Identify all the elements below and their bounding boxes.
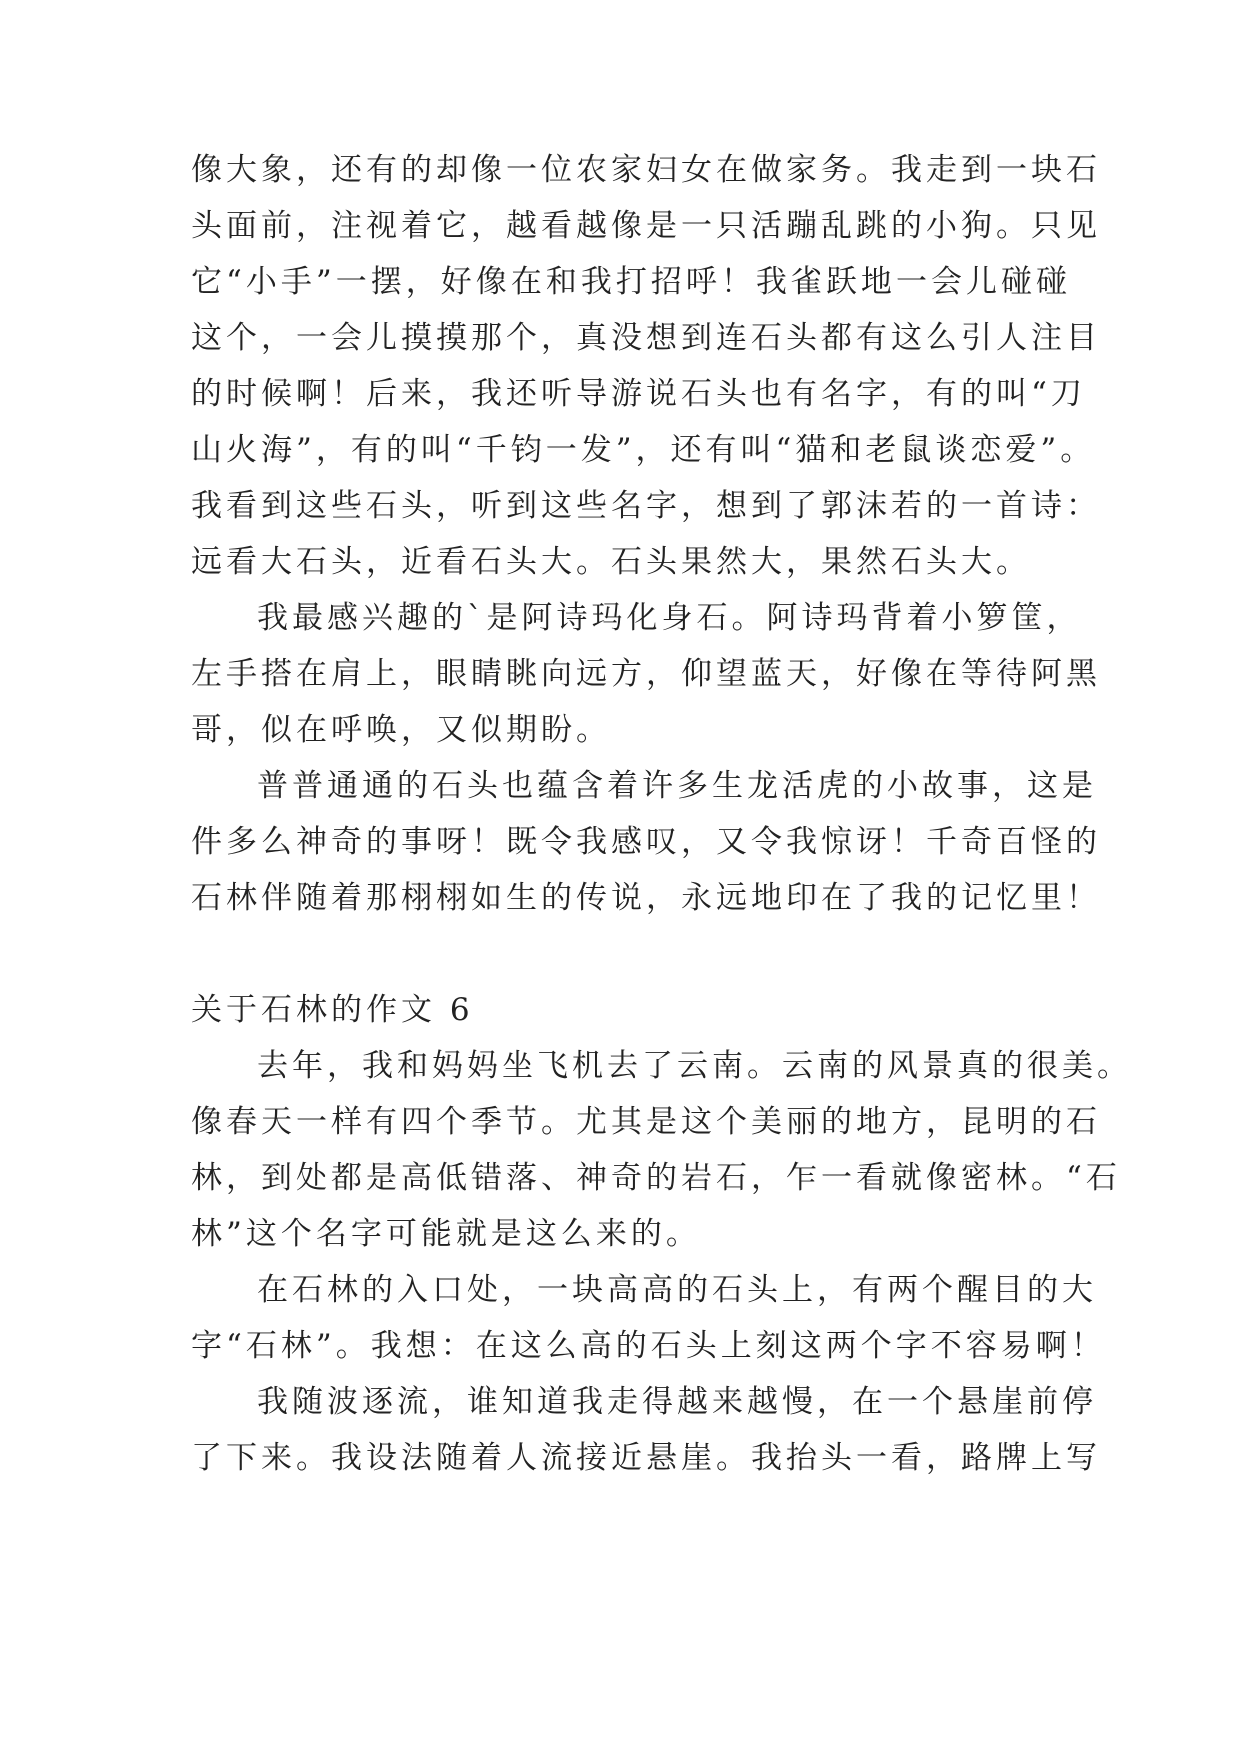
paragraph-line: 了下来。我设法随着人流接近悬崖。我抬头一看，路牌上写 — [191, 1440, 1101, 1476]
paragraph-line: 远看大石头，近看石头大。石头果然大，果然石头大。 — [191, 544, 1031, 580]
paragraph-line: 去年，我和妈妈坐飞机去了云南。云南的风景真的很美。 — [257, 1048, 1132, 1084]
paragraph-line: 我最感兴趣的`是阿诗玛化身石。阿诗玛背着小箩筐， — [257, 600, 1082, 636]
paragraph-line: 这个，一会儿摸摸那个，真没想到连石头都有这么引人注目 — [191, 320, 1101, 356]
paragraph-line: 普普通通的石头也蕴含着许多生龙活虎的小故事，这是 — [257, 768, 1097, 804]
paragraph-line: 林”这个名字可能就是这么来的。 — [191, 1216, 701, 1252]
paragraph-line: 左手搭在肩上，眼睛眺向远方，仰望蓝天，好像在等待阿黑 — [191, 656, 1101, 692]
paragraph-line: 山火海”，有的叫“千钧一发”，还有叫“猫和老鼠谈恋爱”。 — [191, 432, 1096, 468]
paragraph-line: 头面前，注视着它，越看越像是一只活蹦乱跳的小狗。只见 — [191, 208, 1101, 244]
section-heading: 关于石林的作文 6 — [191, 992, 474, 1028]
paragraph-line: 像春天一样有四个季节。尤其是这个美丽的地方，昆明的石 — [191, 1104, 1101, 1140]
paragraph-line: 的时候啊！后来，我还听导游说石头也有名字，有的叫“刀 — [191, 376, 1086, 412]
paragraph-line: 哥，似在呼唤，又似期盼。 — [191, 712, 611, 748]
paragraph-line: 件多么神奇的事呀！既令我感叹，又令我惊讶！千奇百怪的 — [191, 824, 1101, 860]
paragraph-line: 我看到这些石头，听到这些名字，想到了郭沫若的一首诗： — [191, 488, 1101, 524]
paragraph-line: 像大象，还有的却像一位农家妇女在做家务。我走到一块石 — [191, 152, 1101, 188]
paragraph-line: 石林伴随着那栩栩如生的传说，永远地印在了我的记忆里！ — [191, 880, 1101, 916]
paragraph-line: 在石林的入口处，一块高高的石头上，有两个醒目的大 — [257, 1272, 1097, 1308]
paragraph-line: 我随波逐流，谁知道我走得越来越慢，在一个悬崖前停 — [257, 1384, 1097, 1420]
paragraph-line: 它“小手”一摆，好像在和我打招呼！我雀跃地一会儿碰碰 — [191, 264, 1071, 300]
paragraph-line: 林，到处都是高低错落、神奇的岩石，乍一看就像密林。“石 — [191, 1160, 1121, 1196]
paragraph-line: 字“石林”。我想：在这么高的石头上刻这两个字不容易啊！ — [191, 1328, 1106, 1364]
